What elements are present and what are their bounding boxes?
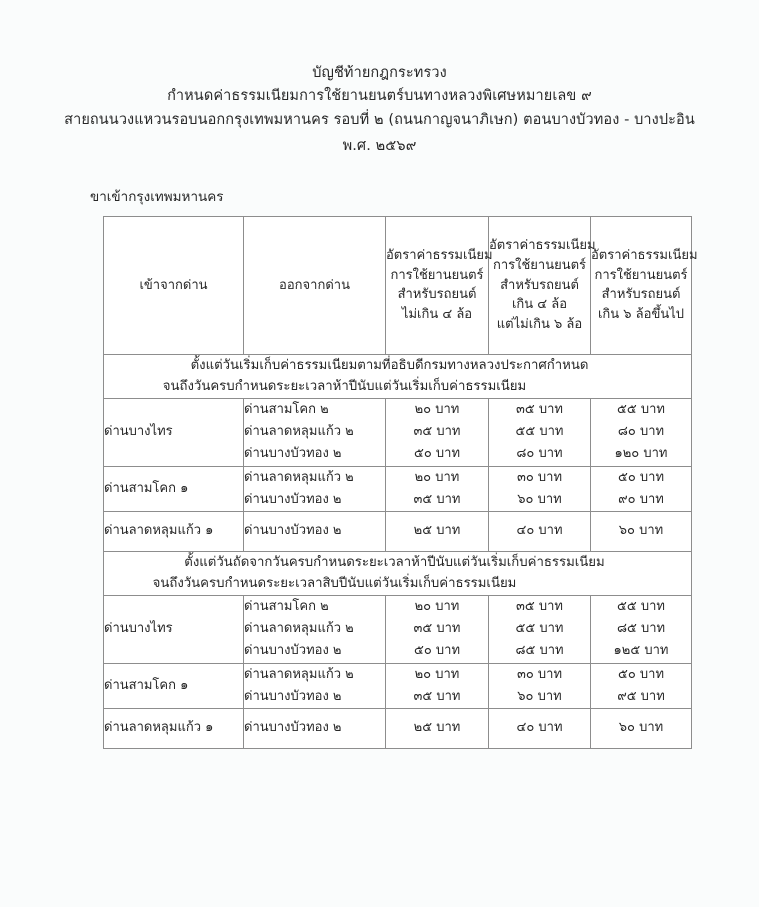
cell-exit-gate-line: ด่านลาดหลุมแก้ว ๒ <box>244 620 354 636</box>
table-row <box>104 398 692 466</box>
cell-exit-gate-line: ด่านบางบัวทอง ๒ <box>244 492 342 508</box>
column-header-fee-over6wheel <box>591 216 698 354</box>
cell-fee-4wheel-line: ๒๐ บาท <box>414 598 460 614</box>
cell-fee-4wheel-line: ๒๕ บาท <box>413 720 461 736</box>
table-row <box>104 709 692 748</box>
table-row <box>104 466 692 512</box>
cell-fee-4to6wheel-line: ๖๐ บาท <box>517 689 562 705</box>
cell-fee-over6wheel-line: ๑๒๐ บาท <box>614 446 668 462</box>
cell-fee-4wheel-line: ๒๐ บาท <box>414 666 460 682</box>
cell-exit-gate <box>244 709 386 748</box>
cell-entry-gate: ด่านลาดหลุมแก้ว ๑ <box>104 512 244 551</box>
cell-fee-4wheel <box>386 663 489 709</box>
fee-table-wrapper <box>103 216 698 749</box>
cell-fee-4to6wheel <box>489 595 591 663</box>
cell-fee-4wheel-line: ๓๕ บาท <box>413 689 461 705</box>
table-row <box>104 663 692 709</box>
title-line-4: พ.ศ. ๒๕๖๙ <box>342 138 417 155</box>
cell-fee-4wheel-line: ๒๐ บาท <box>414 401 460 417</box>
column-header-fee-4wheel-line-2: การใช้ยานยนตร์ <box>390 267 484 283</box>
fee-table-body <box>104 354 692 748</box>
cell-fee-4to6wheel-line: ๖๐ บาท <box>517 492 562 508</box>
cell-exit-gate-line: ด่านบางบัวทอง ๒ <box>244 643 342 659</box>
cell-exit-gate-line: ด่านบางบัวทอง ๒ <box>244 720 342 736</box>
cell-fee-over6wheel <box>591 512 692 551</box>
cell-fee-4to6wheel <box>489 663 591 709</box>
cell-fee-4wheel <box>386 709 489 748</box>
cell-fee-over6wheel <box>591 466 692 512</box>
cell-fee-over6wheel-line: ๘๐ บาท <box>617 424 665 440</box>
cell-fee-4wheel-line: ๕๐ บาท <box>413 643 461 659</box>
table-header-row <box>104 216 692 354</box>
title-line-2: กำหนดค่าธรรมเนียมการใช้ยานยนตร์บนทางหลวงพิเศษหมายเลข ๙ <box>167 88 592 105</box>
cell-fee-4to6wheel-line: ๓๐ บาท <box>516 469 563 485</box>
section-banner <box>104 551 692 595</box>
cell-fee-4to6wheel <box>489 709 591 748</box>
cell-fee-4wheel <box>386 466 489 512</box>
cell-fee-over6wheel-line: ๕๕ บาท <box>617 598 665 614</box>
column-header-fee-4to6wheel-line-3: สำหรับรถยนต์ <box>500 277 579 293</box>
cell-fee-4to6wheel-line: ๔๐ บาท <box>516 720 563 736</box>
cell-entry-gate: ด่านบางไทร <box>104 398 244 466</box>
cell-fee-4wheel-line: ๓๕ บาท <box>413 620 461 636</box>
column-header-fee-4wheel-line-3: สำหรับรถยนต์ <box>397 287 477 303</box>
cell-fee-over6wheel-line: ๘๕ บาท <box>616 620 666 636</box>
column-header-exit-gate-line-1: ออกจากด่าน <box>279 277 350 293</box>
column-header-fee-4wheel-line-4: ไม่เกิน ๔ ล้อ <box>401 307 473 323</box>
cell-exit-gate-line: ด่านสามโคก ๒ <box>244 598 329 614</box>
cell-exit-gate-line: ด่านลาดหลุมแก้ว ๒ <box>244 424 354 440</box>
cell-fee-4wheel <box>386 512 489 551</box>
cell-fee-over6wheel-line: ๑๒๕ บาท <box>613 643 669 659</box>
cell-fee-over6wheel-line: ๕๐ บาท <box>617 666 665 682</box>
cell-exit-gate <box>244 512 386 551</box>
cell-fee-over6wheel-line: ๕๕ บาท <box>617 401 665 417</box>
cell-fee-4to6wheel-line: ๔๐ บาท <box>516 523 563 539</box>
cell-fee-over6wheel <box>591 663 692 709</box>
cell-fee-4wheel-line: ๓๕ บาท <box>413 492 461 508</box>
cell-exit-gate <box>244 466 386 512</box>
fee-table <box>103 216 698 749</box>
section-banner <box>104 354 692 398</box>
column-header-fee-4to6wheel <box>489 216 596 354</box>
column-header-entry-gate <box>104 216 244 354</box>
title-line-1: บัญชีท้ายกฎกระทรวง <box>312 65 447 81</box>
cell-fee-over6wheel <box>591 709 692 748</box>
section-banner-row <box>104 354 692 398</box>
cell-entry-gate: ด่านบางไทร <box>104 595 244 663</box>
column-header-fee-4to6wheel-line-1: อัตราค่าธรรมเนียม <box>489 238 596 254</box>
column-header-entry-gate-line-1: เข้าจากด่าน <box>139 277 208 293</box>
document-title-block <box>0 0 759 159</box>
cell-entry-gate: ด่านสามโคก ๑ <box>104 663 244 709</box>
section-banner-row <box>104 551 692 595</box>
column-header-fee-4wheel-line-1: อัตราค่าธรรมเนียม <box>386 247 493 263</box>
cell-fee-over6wheel-line: ๙๐ บาท <box>618 492 664 508</box>
section-banner-line: ตั้งแต่วันเริ่มเก็บค่าธรรมเนียมตามที่อธิบดีกรมทางหลวงประกาศกำหนด <box>190 357 589 373</box>
cell-fee-4to6wheel <box>489 398 591 466</box>
cell-fee-over6wheel-line: ๕๐ บาท <box>617 469 665 485</box>
section-banner-line: จนถึงวันครบกำหนดระยะเวลาห้าปีนับแต่วันเริ่มเก็บค่าธรรมเนียม <box>162 379 527 395</box>
cell-fee-over6wheel-line: ๖๐ บาท <box>618 720 664 736</box>
cell-fee-4wheel <box>386 398 489 466</box>
cell-exit-gate-line: ด่านบางบัวทอง ๒ <box>244 523 342 539</box>
cell-fee-4wheel <box>386 595 489 663</box>
cell-exit-gate <box>244 398 386 466</box>
cell-fee-4to6wheel-line: ๕๕ บาท <box>515 424 564 440</box>
cell-exit-gate <box>244 663 386 709</box>
cell-exit-gate-line: ด่านสามโคก ๒ <box>244 401 329 417</box>
cell-fee-4wheel-line: ๕๐ บาท <box>413 446 461 462</box>
section-banner-line: จนถึงวันครบกำหนดระยะเวลาสิบปีนับแต่วันเริ่มเก็บค่าธรรมเนียม <box>152 576 517 592</box>
cell-exit-gate-line: ด่านบางบัวทอง ๒ <box>244 689 342 705</box>
cell-entry-gate: ด่านลาดหลุมแก้ว ๑ <box>104 709 244 748</box>
cell-fee-4to6wheel-line: ๘๕ บาท <box>515 643 564 659</box>
direction-label: ขาเข้ากรุงเทพมหานคร <box>90 188 224 205</box>
fee-table-head <box>104 216 698 354</box>
cell-exit-gate <box>244 595 386 663</box>
cell-fee-4wheel-line: ๒๐ บาท <box>414 469 460 485</box>
cell-fee-4to6wheel-line: ๘๐ บาท <box>516 446 563 462</box>
cell-fee-over6wheel-line: ๖๐ บาท <box>618 523 664 539</box>
column-header-fee-4to6wheel-line-5: แต่ไม่เกิน ๖ ล้อ <box>496 317 583 333</box>
column-header-fee-over6wheel-line-1: อัตราค่าธรรมเนียม <box>591 247 698 263</box>
cell-fee-4wheel-line: ๒๕ บาท <box>413 523 461 539</box>
column-header-fee-4wheel <box>386 216 493 354</box>
cell-fee-over6wheel <box>591 595 692 663</box>
cell-fee-4to6wheel <box>489 466 591 512</box>
table-row <box>104 595 692 663</box>
cell-fee-over6wheel <box>591 398 692 466</box>
cell-exit-gate-line: ด่านลาดหลุมแก้ว ๒ <box>244 666 354 682</box>
column-header-fee-over6wheel-line-3: สำหรับรถยนต์ <box>601 287 681 303</box>
title-line-3: สายถนนวงแหวนรอบนอกกรุงเทพมหานคร รอบที่ ๒ (ถนนกาญจนาภิเษก) ตอนบางบัวทอง - บางปะอิน <box>64 111 695 128</box>
table-row <box>104 512 692 551</box>
cell-fee-4to6wheel-line: ๓๕ บาท <box>516 598 563 614</box>
column-header-fee-over6wheel-line-2: การใช้ยานยนตร์ <box>594 267 688 283</box>
cell-fee-4to6wheel-line: ๓๕ บาท <box>516 401 563 417</box>
column-header-fee-4to6wheel-line-4: เกิน ๔ ล้อ <box>511 297 568 313</box>
section-banner-line: ตั้งแต่วันถัดจากวันครบกำหนดระยะเวลาห้าปีนับแต่วันเริ่มเก็บค่าธรรมเนียม <box>184 554 605 570</box>
cell-exit-gate-line: ด่านบางบัวทอง ๒ <box>244 446 342 462</box>
cell-fee-4to6wheel-line: ๓๐ บาท <box>516 666 563 682</box>
column-header-fee-over6wheel-line-4: เกิน ๖ ล้อขึ้นไป <box>597 307 685 323</box>
cell-exit-gate-line: ด่านลาดหลุมแก้ว ๒ <box>244 469 354 485</box>
cell-entry-gate: ด่านสามโคก ๑ <box>104 466 244 512</box>
cell-fee-4wheel-line: ๓๕ บาท <box>413 424 461 440</box>
column-header-exit-gate <box>244 216 386 354</box>
cell-fee-over6wheel-line: ๙๕ บาท <box>617 689 665 705</box>
column-header-fee-4to6wheel-line-2: การใช้ยานยนตร์ <box>492 257 587 273</box>
cell-fee-4to6wheel-line: ๕๕ บาท <box>515 620 564 636</box>
cell-fee-4to6wheel <box>489 512 591 551</box>
